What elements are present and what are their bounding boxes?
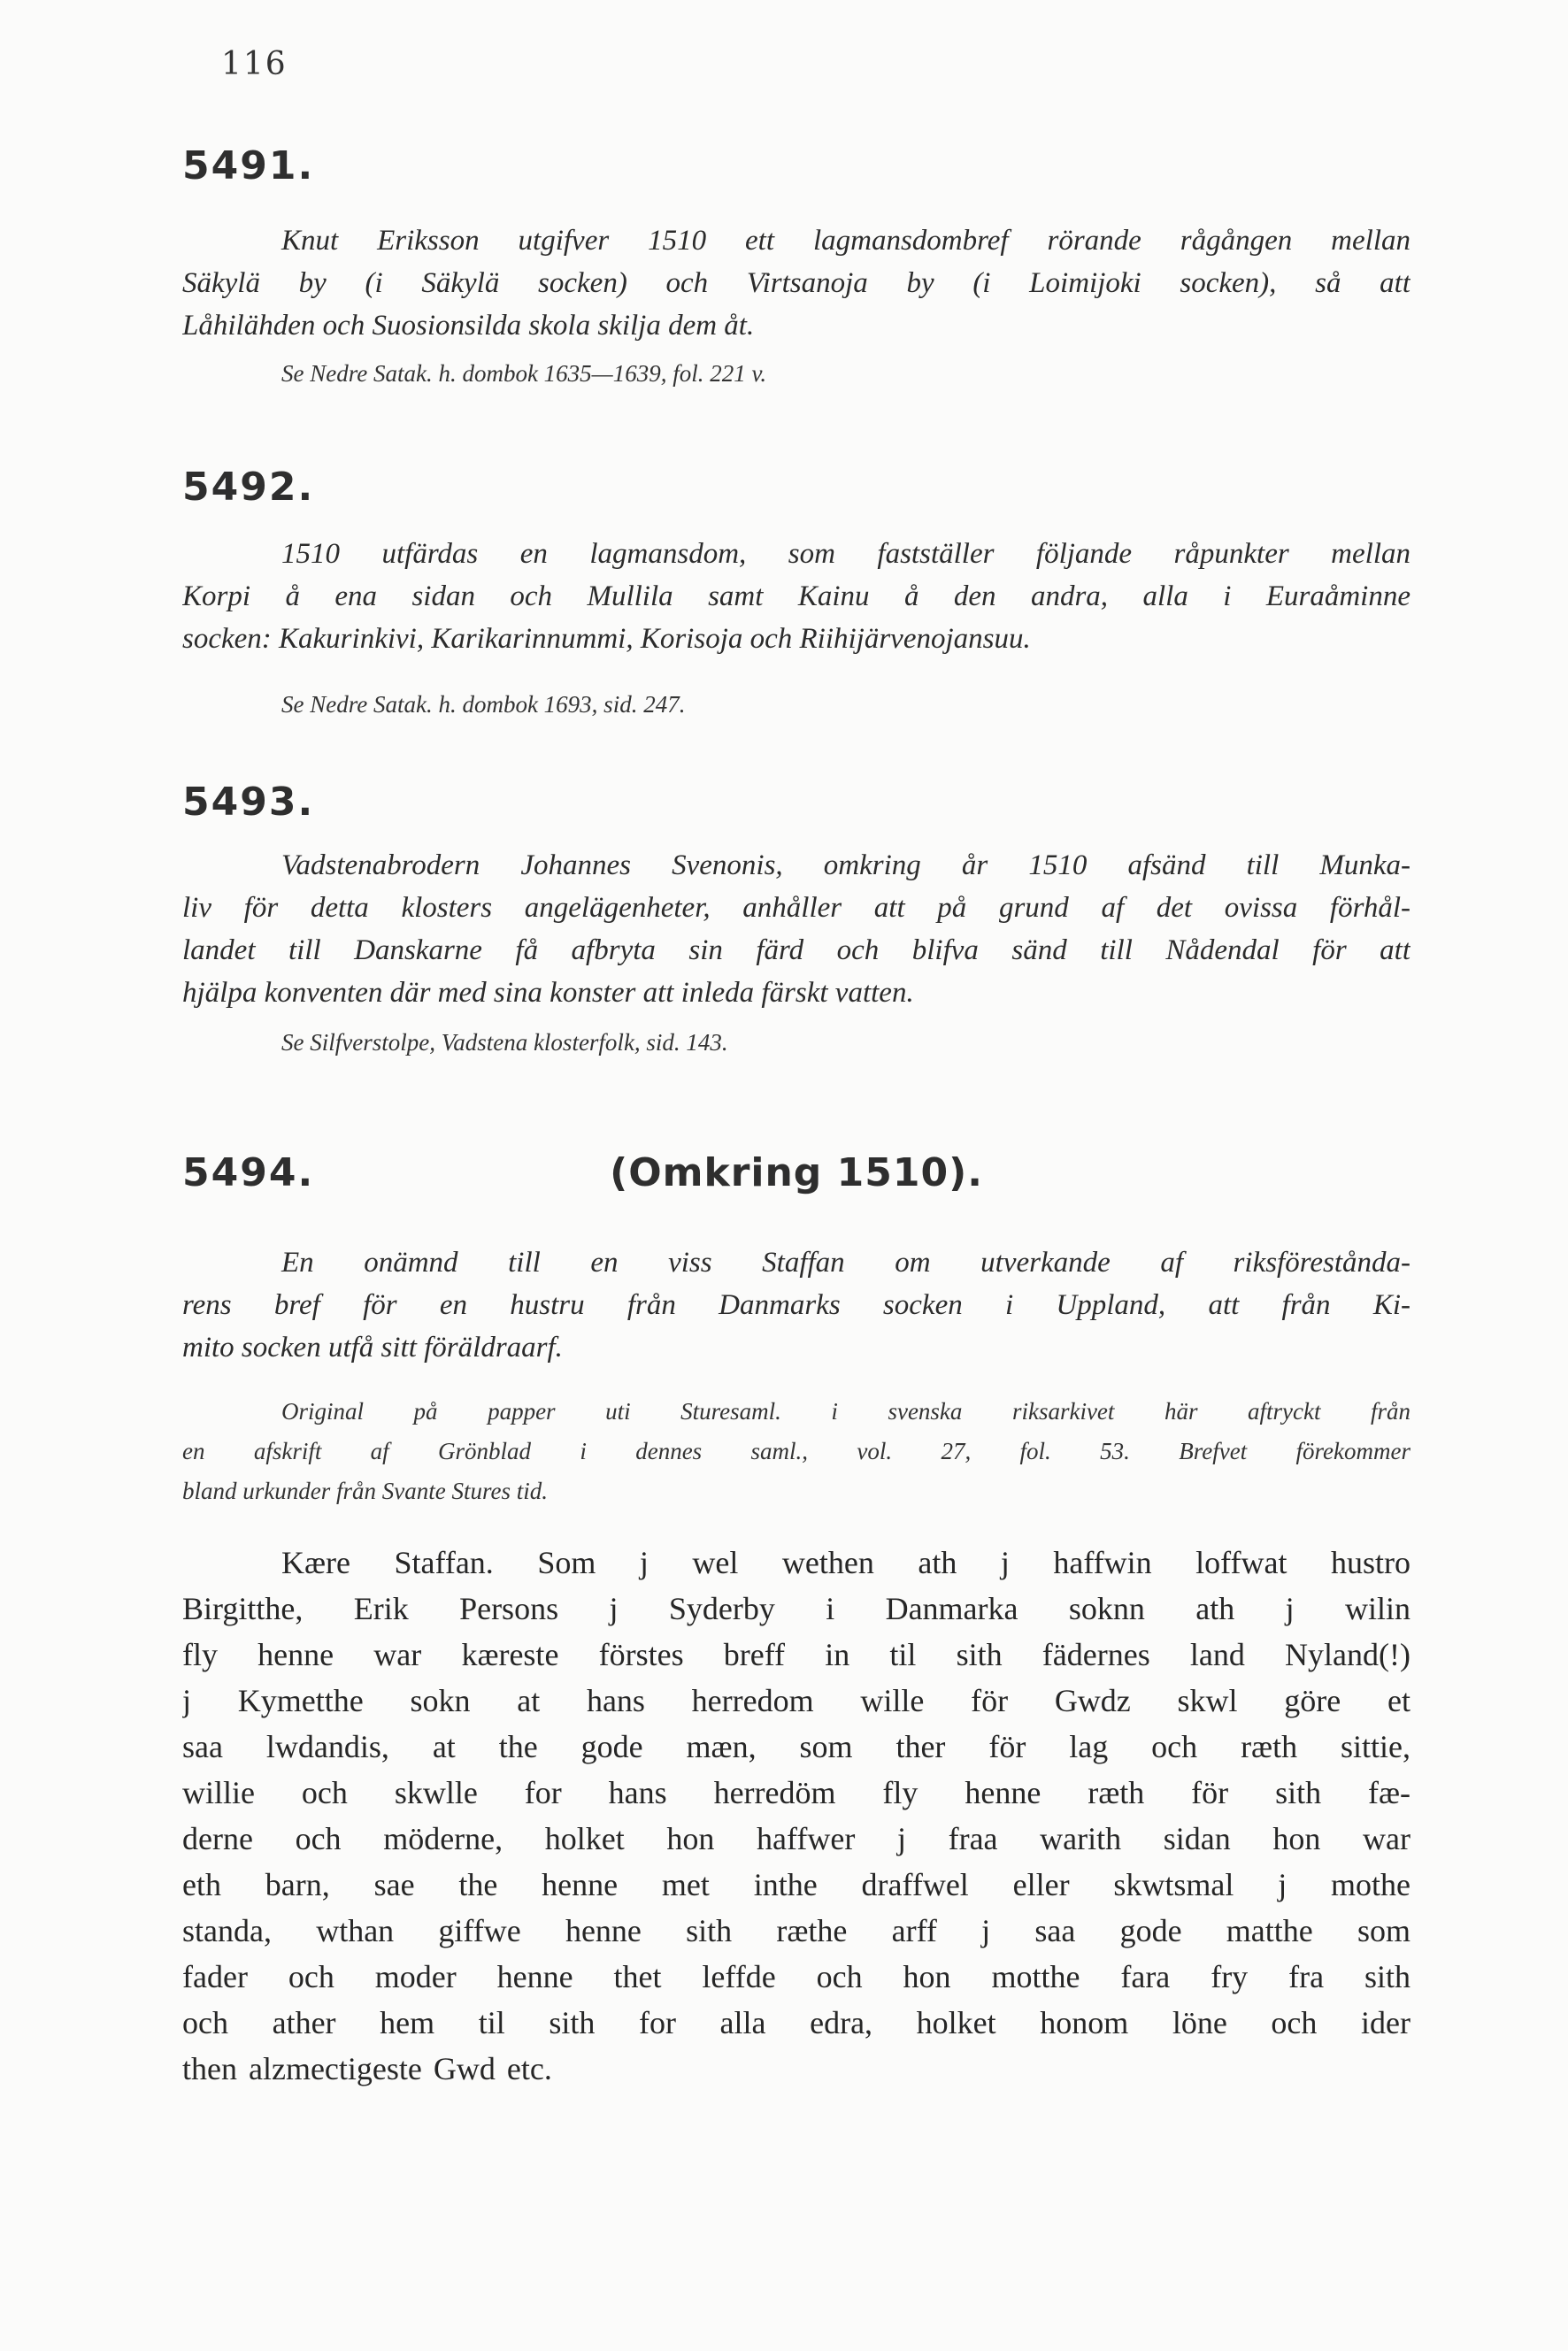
entry-source-note — [182, 1392, 1410, 1511]
summary-line: En onämnd till en viss Staffan om utverkande af riksförestånda- — [281, 1247, 1410, 1279]
summary-line: Låhilähden och Suosionsilda skola skilja dem åt. — [182, 310, 755, 342]
entry-summary — [182, 219, 1410, 347]
summary-line: Korpi å ena sidan och Mullila samt Kainu å den andra, alla i Euraåminne — [182, 580, 1410, 612]
letter-line: willie och skwlle for hans herredöm fly henne ræth för sith fæ- — [182, 1775, 1410, 1810]
entry-number: 5494. — [182, 1150, 315, 1195]
letter-line: saa lwdandis, at the gode mæn, som ther för lag och ræth sittie, — [182, 1729, 1410, 1764]
entry-heading — [182, 144, 1410, 188]
entry-summary — [182, 533, 1410, 660]
summary-line: Säkylä by (i Säkylä socken) och Virtsanoja by (i Loimijoki socken), så att — [182, 267, 1410, 299]
summary-line: landet till Danskarne få afbryta sin färd och blifva sänd till Nådendal för att — [182, 934, 1410, 966]
source-line: Se Nedre Satak. h. dombok 1635—1639, fol. 221 v. — [281, 360, 767, 387]
source-line: Se Nedre Satak. h. dombok 1693, sid. 247. — [281, 691, 686, 718]
entry-number: 5491. — [182, 143, 315, 188]
entry-heading — [182, 780, 1410, 825]
entry-5494 — [182, 1151, 1410, 2092]
source-line: bland urkunder från Svante Stures tid. — [182, 1478, 548, 1504]
page-content — [182, 0, 1410, 2092]
summary-line: Knut Eriksson utgifver 1510 ett lagmansdombref rörande rågången mellan — [281, 225, 1410, 257]
letter-line: Kære Staffan. Som j wel wethen ath j haffwin loffwat hustro — [281, 1545, 1410, 1580]
entry-date-heading: (Omkring 1510). — [610, 1150, 983, 1195]
summary-line: socken: Kakurinkivi, Karikarinnummi, Korisoja och Riihijärvenojansuu. — [182, 623, 1031, 655]
page-number: 116 — [221, 46, 288, 82]
summary-line: rens bref för en hustru från Danmarks socken i Uppland, att från Ki- — [182, 1289, 1410, 1321]
summary-line: hjälpa konventen där med sina konster att inleda färskt vatten. — [182, 977, 914, 1009]
entry-summary — [182, 1241, 1410, 1369]
summary-line: Vadstenabrodern Johannes Svenonis, omkring år 1510 afsänd till Munka- — [281, 849, 1410, 881]
entry-source-note — [182, 354, 1410, 394]
source-line: Original på papper uti Sturesaml. i svenska riksarkivet här aftryckt från — [281, 1398, 1410, 1425]
entry-source-note — [182, 685, 1410, 725]
entry-5492 — [182, 465, 1410, 725]
letter-line: Birgitthe, Erik Persons j Syderby i Danmarka soknn ath j wilin — [182, 1591, 1410, 1626]
entry-number: 5492. — [182, 465, 315, 510]
entry-5493 — [182, 780, 1410, 1063]
source-line: Se Silfverstolpe, Vadstena klosterfolk, sid. 143. — [281, 1029, 728, 1056]
summary-line: mito socken utfå sitt föräldraarf. — [182, 1332, 563, 1364]
entry-heading — [182, 465, 1410, 510]
summary-line: liv för detta klosters angelägenheter, anhåller att på grund af det ovissa förhål- — [182, 892, 1410, 924]
letter-transcription — [182, 1540, 1410, 2092]
entry-number: 5493. — [182, 780, 315, 825]
letter-line: standa, wthan giffwe henne sith ræthe arff j saa gode matthe som — [182, 1913, 1410, 1948]
letter-line: eth barn, sae the henne met inthe draffwel eller skwtsmal j mothe — [182, 1867, 1410, 1902]
entry-summary — [182, 844, 1410, 1014]
letter-line: then alzmectigeste Gwd etc. — [182, 2051, 552, 2086]
entry-source-note — [182, 1023, 1410, 1063]
summary-line: 1510 utfärdas en lagmansdom, som fastställer följande råpunkter mellan — [281, 538, 1410, 570]
source-line: en afskrift af Grönblad i dennes saml., vol. 27, fol. 53. Brefvet förekommer — [182, 1438, 1410, 1464]
entry-heading — [182, 1151, 1410, 1195]
letter-line: derne och möderne, holket hon haffwer j fraa warith sidan hon war — [182, 1821, 1410, 1856]
letter-line: j Kymetthe sokn at hans herredom wille för Gwdz skwl göre et — [182, 1683, 1410, 1718]
entry-5491 — [182, 144, 1410, 394]
letter-line: fader och moder henne thet leffde och hon motthe fara fry fra sith — [182, 1959, 1410, 1994]
letter-line: fly henne war kæreste förstes breff in til sith fädernes land Nyland(!) — [182, 1637, 1410, 1672]
letter-line: och ather hem til sith for alla edra, holket honom löne och ider — [182, 2005, 1410, 2040]
